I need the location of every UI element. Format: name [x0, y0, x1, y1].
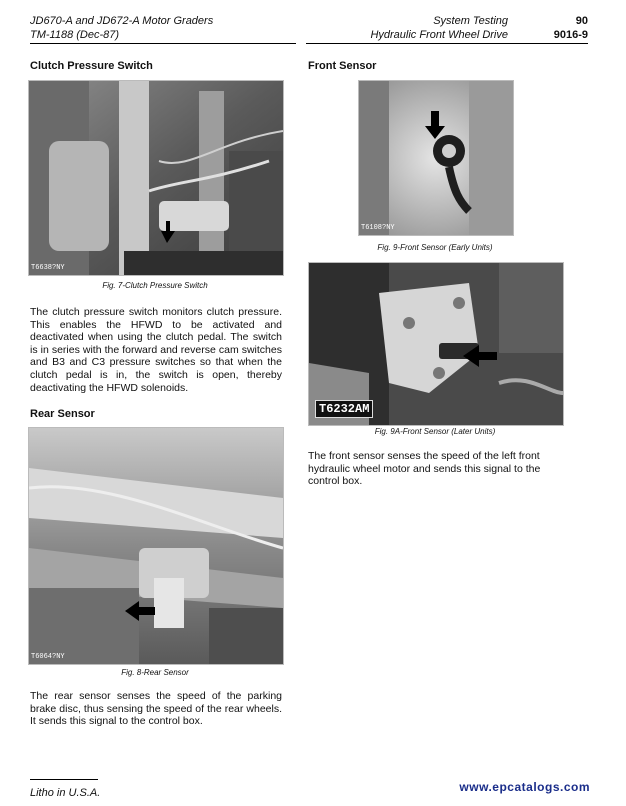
fig9a-caption: Fig. 9A-Front Sensor (Later Units) [374, 427, 496, 436]
clutch-heading: Clutch Pressure Switch [30, 60, 153, 72]
fig9-tag: T6108?NY [361, 224, 395, 232]
litho-note: Litho in U.S.A. [30, 787, 101, 799]
rear-paragraph: The rear sensor senses the speed of the parking brake disc, thus sensing the speed of the rear wheels. It sends this signal to the control box. [30, 690, 282, 728]
section-number: 9016-9 [553, 29, 588, 41]
fig7-caption: Fig. 7-Clutch Pressure Switch [102, 281, 208, 290]
fig9-photo [358, 80, 514, 236]
header-rule-right [306, 43, 588, 44]
manual-number: TM-1188 (Dec-87) [30, 29, 120, 41]
manual-title: JD670-A and JD672-A Motor Graders [30, 15, 214, 27]
fig8-photo [28, 427, 284, 665]
fig9a-tag: T6232AM [315, 400, 373, 418]
fig9-caption: Fig. 9-Front Sensor (Early Units) [377, 243, 493, 252]
fig8-caption: Fig. 8-Rear Sensor [121, 668, 189, 677]
header-rule-left [30, 43, 296, 44]
page-number: 90 [575, 15, 588, 27]
footer-rule [30, 779, 98, 780]
section-title: System Testing [433, 15, 508, 27]
watermark-link[interactable]: www.epcatalogs.com [459, 780, 590, 794]
fig7-tag: T6638?NY [31, 264, 65, 272]
subsection-title: Hydraulic Front Wheel Drive [370, 29, 508, 41]
fig7-photo [28, 80, 284, 276]
rear-heading: Rear Sensor [30, 408, 95, 420]
front-paragraph: The front sensor senses the speed of the left front hydraulic wheel motor and sends this signal to the control box. [308, 450, 541, 488]
clutch-paragraph: The clutch pressure switch monitors clutch pressure. This enables the HFWD to be activated and deactivated when using the clutch pedal. The switch is in series with the forward and reverse cam switches and B3 and C3 pressure switches so that when the clutch pedal is in, the switch is open, thereby deactivating the HFWD solenoids. [30, 306, 282, 394]
fig8-tag: T6064?NY [31, 653, 65, 661]
fig9a-photo [308, 262, 564, 426]
front-heading: Front Sensor [308, 60, 377, 72]
